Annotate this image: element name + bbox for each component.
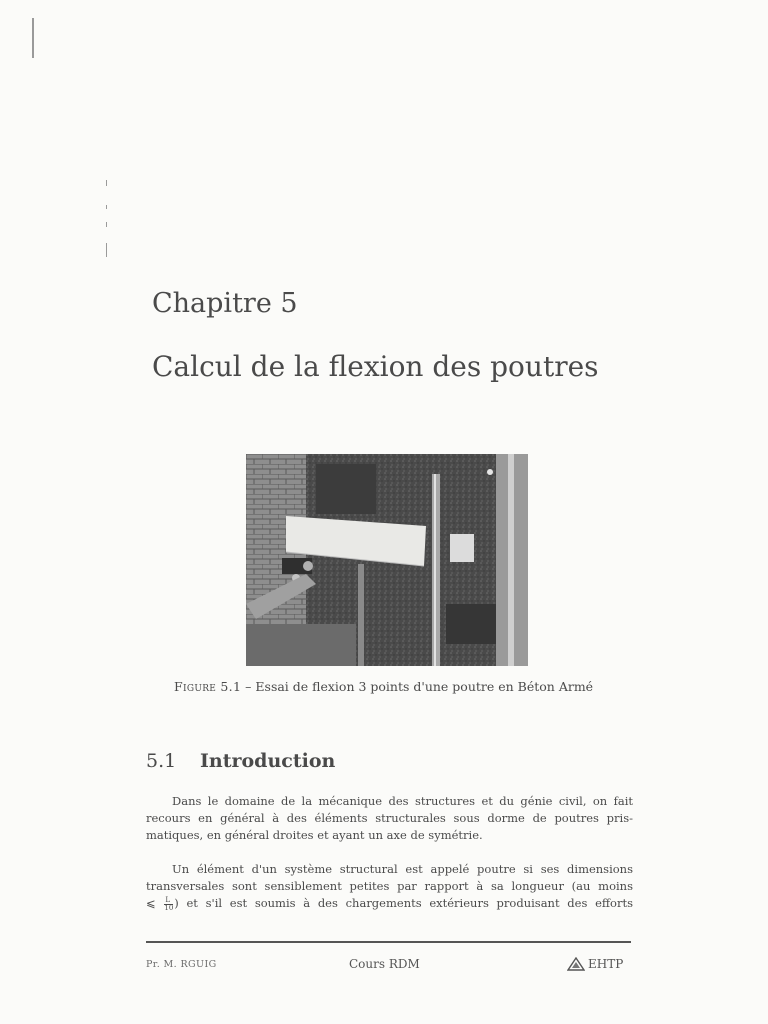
ehtp-logo-icon [567, 957, 585, 971]
section-number: 5.1 [146, 750, 177, 772]
footer-author: Pr. M. RGUIG [146, 959, 217, 970]
paragraph [146, 861, 633, 912]
scan-artifact [32, 18, 34, 58]
leq-symbol: ⩽ [146, 896, 156, 910]
figure-caption [174, 679, 593, 694]
fraction [164, 897, 173, 912]
scan-artifact [106, 243, 107, 257]
figure-caption-text: – Essai de flexion 3 points d'une poutre en Béton Armé [241, 679, 594, 694]
figure-label: Figure 5.1 [174, 679, 242, 694]
footer-school-name: EHTP [588, 957, 624, 971]
paragraph [146, 793, 633, 844]
scan-artifact [106, 205, 107, 209]
paragraph-line: Un élément d'un système structural est appelé poutre si ses dimensions [172, 862, 633, 876]
fraction-denominator: 10 [164, 903, 174, 912]
scan-artifact [106, 222, 107, 227]
fraction-numerator: L [164, 897, 173, 905]
chapter-title: Calcul de la flexion des poutres [152, 350, 599, 383]
scan-artifact [106, 180, 107, 186]
paragraph-line-with-fraction [146, 895, 633, 912]
footer-course: Cours RDM [349, 957, 420, 971]
footer-school [567, 957, 623, 971]
paragraph-line-suffix: ) et s'il est soumis à des chargements extérieurs produisant des efforts [174, 896, 633, 910]
paragraph-line: recours en général à des éléments structurales sous dorme de poutres pris- [146, 811, 633, 825]
paragraph-line: transversales sont sensiblement petites par rapport à sa longueur (au moins [146, 879, 633, 893]
paragraph-line: matiques, en général droites et ayant un axe de symétrie. [146, 828, 483, 842]
beam-test-photo [246, 454, 528, 666]
section-title: Introduction [200, 750, 336, 772]
chapter-label: Chapitre 5 [152, 288, 298, 319]
footer-divider [146, 941, 631, 943]
paragraph-line: Dans le domaine de la mécanique des structures et du génie civil, on fait [172, 794, 633, 808]
section-heading [146, 750, 335, 772]
